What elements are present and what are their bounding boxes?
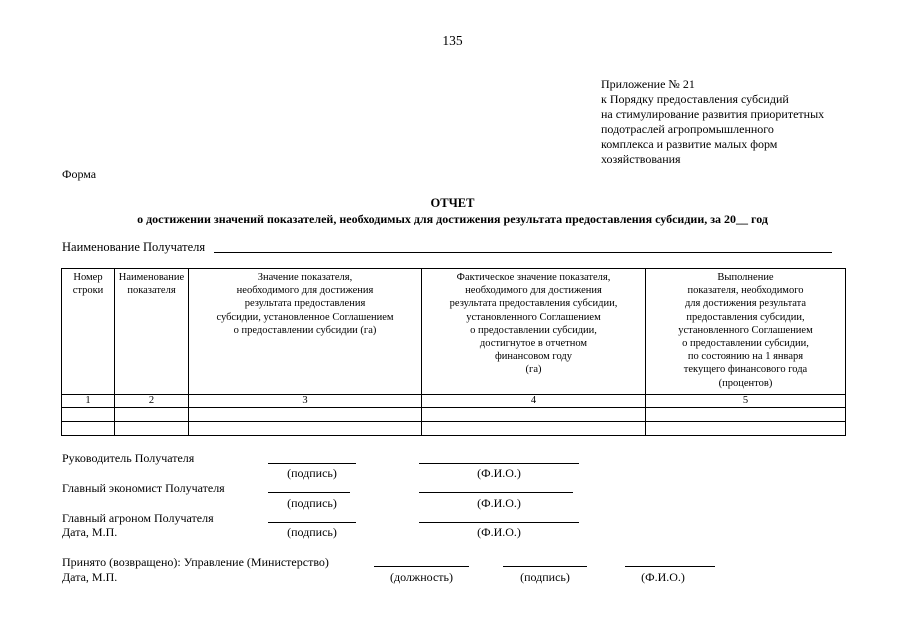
- chief-economist-label: Главный экономист Получателя: [62, 481, 225, 495]
- table-cell[interactable]: [115, 422, 189, 436]
- position-caption: (должность): [390, 570, 453, 584]
- table-row: [62, 408, 846, 422]
- report-subtitle: о достижении значений показателей, необходимых для достижения результата предоставления субсидии, за 20__ год: [137, 212, 768, 226]
- column-number: 2: [115, 395, 189, 408]
- table-cell[interactable]: [115, 408, 189, 422]
- table-cell[interactable]: [62, 422, 115, 436]
- column-number: 4: [422, 395, 646, 408]
- header-indicator-name: Наименование показателя: [115, 269, 189, 395]
- agronomist-name-line[interactable]: [419, 522, 579, 523]
- name-caption: (Ф.И.О.): [477, 496, 521, 510]
- table-header-row: [62, 269, 846, 395]
- column-number: 1: [62, 395, 115, 408]
- appendix-block: [601, 77, 824, 167]
- appendix-line: к Порядку предоставления субсидий: [601, 92, 789, 106]
- agronomist-signature-line[interactable]: [268, 522, 356, 523]
- table-cell[interactable]: [189, 422, 422, 436]
- column-number-row: [62, 395, 846, 408]
- table-cell[interactable]: [189, 408, 422, 422]
- appendix-line: Приложение № 21: [601, 77, 695, 91]
- economist-name-line[interactable]: [419, 492, 573, 493]
- accepted-name-line[interactable]: [625, 566, 715, 567]
- signature-caption: (подпись): [520, 570, 570, 584]
- date-stamp-label: Дата, М.П.: [62, 525, 118, 539]
- table-cell[interactable]: [422, 422, 646, 436]
- appendix-line: хозяйствования: [601, 152, 681, 166]
- appendix-line: подотраслей агропромышленного: [601, 122, 774, 136]
- signature-caption: (подпись): [287, 525, 337, 539]
- chief-agronomist-label: Главный агроном Получателя: [62, 511, 214, 525]
- header-completion-percent: Выполнение показателя, необходимого для достижения результата предоставления субсидии, установленного Соглашением о предоставлении субсидии, по состоянию на 1 января текущего финансового года (процентов): [646, 269, 846, 395]
- appendix-line: комплекса и развитие малых форм: [601, 137, 778, 151]
- table-cell[interactable]: [646, 408, 846, 422]
- report-title: ОТЧЕТ: [430, 196, 475, 210]
- table-cell[interactable]: [422, 408, 646, 422]
- header-row-number: Номер строки: [62, 269, 115, 395]
- name-caption: (Ф.И.О.): [477, 466, 521, 480]
- page-number: 135: [442, 33, 463, 48]
- name-caption: (Ф.И.О.): [477, 525, 521, 539]
- header-planned-value: Значение показателя, необходимого для достижения результата предоставления субсидии, установленное Соглашением о предоставлении субсидии (га): [189, 269, 422, 395]
- signature-caption: (подпись): [287, 496, 337, 510]
- economist-signature-line[interactable]: [268, 492, 350, 493]
- signature-caption: (подпись): [287, 466, 337, 480]
- report-table: [61, 268, 846, 436]
- column-number: 3: [189, 395, 422, 408]
- head-of-recipient-label: Руководитель Получателя: [62, 451, 195, 465]
- date-stamp-label-2: Дата, М.П.: [62, 570, 118, 584]
- head-signature-line[interactable]: [268, 463, 356, 464]
- table-cell[interactable]: [62, 408, 115, 422]
- name-caption: (Ф.И.О.): [641, 570, 685, 584]
- column-number: 5: [646, 395, 846, 408]
- form-label: Форма: [62, 167, 97, 181]
- head-name-line[interactable]: [419, 463, 579, 464]
- header-actual-value: Фактическое значение показателя, необходимого для достижения результата предоставления субсидии, установленного Соглашением о предоставлении субсидии, достигнутое в отчетном финансовом году (га): [422, 269, 646, 395]
- recipient-label: Наименование Получателя: [62, 240, 206, 254]
- recipient-name-field[interactable]: [214, 252, 832, 253]
- position-line[interactable]: [374, 566, 469, 567]
- appendix-line: на стимулирование развития приоритетных: [601, 107, 825, 121]
- accepted-signature-line[interactable]: [503, 566, 587, 567]
- accepted-label: Принято (возвращено): Управление (Министерство): [62, 555, 329, 569]
- table-cell[interactable]: [646, 422, 846, 436]
- table-row: [62, 422, 846, 436]
